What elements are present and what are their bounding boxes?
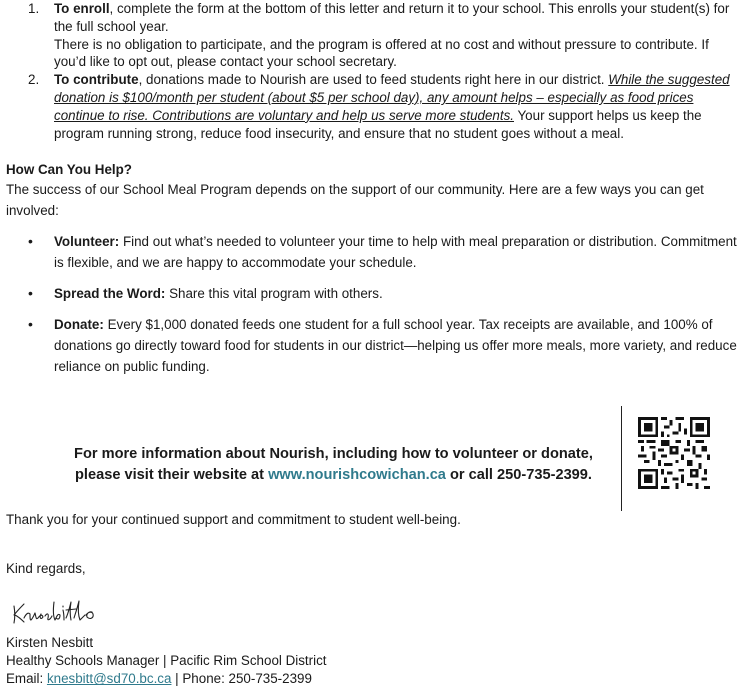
contact-line — [6, 670, 327, 688]
sender-title: Healthy Schools Manager | Pacific Rim School District — [6, 653, 327, 669]
thank-you-text: Thank you for your continued support and commitment to student well-being. — [6, 512, 461, 527]
way-spread-word — [6, 283, 741, 304]
step-title: To contribute — [54, 72, 139, 88]
letter-page — [6, 0, 741, 687]
way-text: Every $1,000 donated feeds one student for a full school year. Tax receipts are available, and 100% of donations go directly toward food for students in our district—helping us offer more meals, more variety, and reduce reliance on public funding. — [54, 317, 737, 375]
website-link[interactable]: www.nourishcowichan.ca — [268, 466, 446, 483]
way-label: Volunteer: — [54, 234, 120, 250]
step-number: 2. — [28, 72, 40, 88]
way-text: Share this vital program with others. — [165, 286, 383, 302]
info-text — [46, 444, 621, 485]
step-number: 1. — [28, 1, 40, 16]
info-line2-before: please visit their website at — [75, 466, 269, 483]
steps-list — [6, 0, 741, 142]
bullet: • — [28, 316, 33, 333]
step-note: There is no obligation to participate, and the program is offered at no cost and without pressure to contribute. If you’d like to opt out, please contact your school secretary. — [54, 36, 709, 70]
sender-block — [6, 634, 327, 689]
email-label: Email: — [6, 671, 47, 687]
way-text: Find out what’s needed to volunteer your time to help with meal preparation or distribution. Commitment is flexible, and we are happy to accommodate your schedule. — [54, 234, 737, 271]
step-contribute — [6, 71, 741, 142]
step-title: To enroll — [54, 1, 110, 16]
phone-text: | Phone: 250-735-2399 — [171, 671, 312, 687]
step-text-after: Your support helps us keep the program running strong, reduce food insecurity, and ensure that no student goes without a meal. — [54, 107, 702, 141]
info-line1: For more information about Nourish, including how to volunteer or donate, — [74, 446, 593, 462]
divider — [621, 406, 622, 511]
way-volunteer — [6, 231, 741, 273]
info-line2-after: or call 250-735-2399. — [445, 466, 592, 483]
way-label: Donate: — [54, 317, 104, 333]
sender-name: Kirsten Nesbitt — [6, 635, 94, 650]
way-label: Spread the Word: — [54, 286, 166, 302]
ways-list — [6, 231, 741, 377]
help-intro: The success of our School Meal Program depends on the support of our community. Here are a few ways you can get involved: — [6, 182, 704, 218]
step-enroll — [6, 0, 741, 71]
suggested-donation-text: While the suggested donation is $100/month per student (about $5 per school day), any amount helps – especially as food prices continue to rise. Contributions are voluntary and help us serve more students. — [54, 72, 730, 123]
email-link[interactable]: knesbitt@sd70.bc.ca — [46, 671, 172, 687]
step-text: , donations made to Nourish are used to feed students right here in our district. — [138, 72, 609, 88]
regards-text: Kind regards, — [6, 561, 86, 576]
bullet: • — [28, 285, 33, 302]
info-callout — [6, 406, 741, 511]
way-donate — [6, 314, 741, 377]
qr-code-icon[interactable] — [638, 417, 710, 489]
step-text: , complete the form at the bottom of this letter and return it to your school. This enrolls your student(s) for the full school year. — [54, 1, 730, 34]
help-heading: How Can You Help? — [6, 162, 132, 178]
bullet: • — [28, 233, 33, 250]
signature-image — [8, 596, 123, 628]
